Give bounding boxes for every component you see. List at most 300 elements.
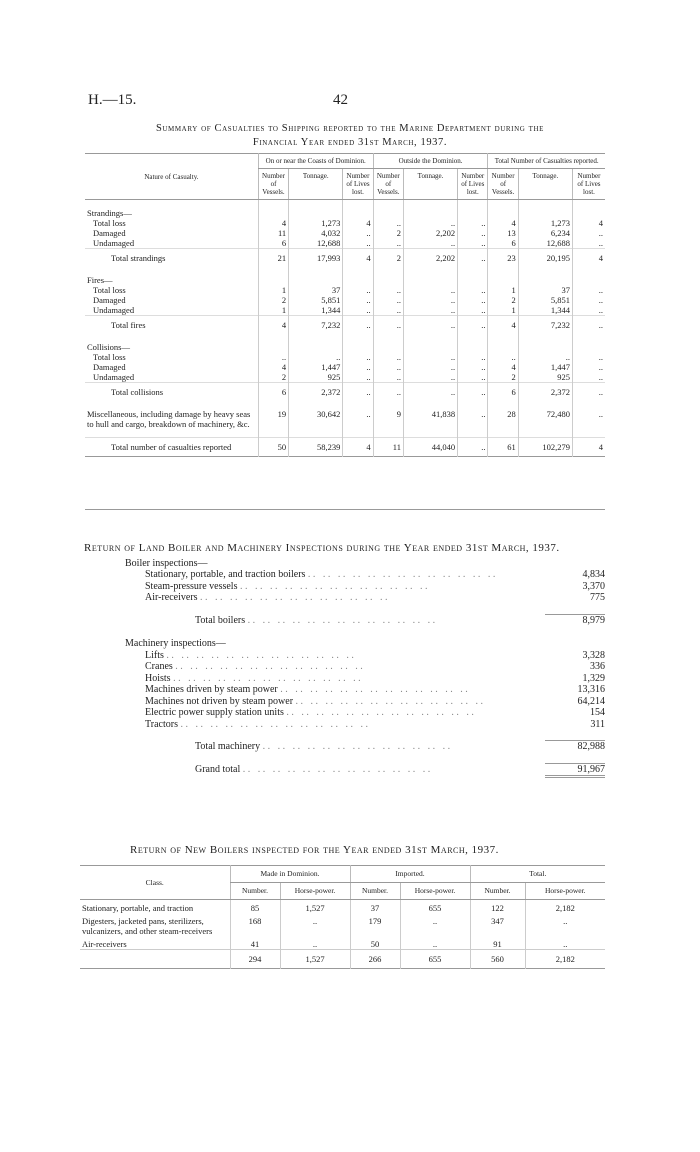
list-item (85, 707, 605, 719)
table-cell: 122 (470, 900, 525, 914)
table-cell: .. (403, 316, 457, 335)
item-label: Air-receivers . . (145, 592, 545, 604)
table-row (85, 295, 605, 305)
item-value: 154 (590, 707, 605, 718)
row-label: Total fires (85, 316, 258, 335)
spacer-cell (289, 334, 343, 342)
table-cell: 2,182 (525, 950, 605, 969)
spacer-cell (289, 200, 343, 209)
spacer-cell (373, 429, 403, 438)
grand-total-row (85, 438, 605, 457)
item-value: 64,214 (577, 695, 605, 707)
land-title: Return of Land Boiler and Machinery Inspections during the Year ended 31st March, 1937. (84, 542, 560, 554)
new-boilers-title: Return of New Boilers inspected for the Year ended 31st March, 1937. (130, 844, 499, 856)
table-cell: 4 (343, 218, 373, 228)
table-cell: .. (572, 409, 605, 429)
table-cell: 7,232 (518, 316, 572, 335)
spacer-cell (403, 401, 457, 409)
table-cell: 4 (343, 438, 373, 457)
table-cell: 102,279 (518, 438, 572, 457)
group-header: Made in Dominion. (230, 866, 350, 883)
table-row (85, 285, 605, 295)
table-cell: 58,239 (289, 438, 343, 457)
table-cell: .. (373, 372, 403, 383)
table-cell (518, 208, 572, 218)
table-cell: .. (458, 372, 488, 383)
table-cell: .. (458, 285, 488, 295)
table-row (85, 362, 605, 372)
table-cell (403, 342, 457, 352)
table-cell: .. (403, 383, 457, 402)
spacer-cell (458, 429, 488, 438)
item-value: 775 (590, 592, 605, 603)
spacer-cell (85, 267, 258, 275)
table-cell: .. (403, 372, 457, 383)
row-label: Air-receivers (82, 939, 127, 949)
spacer-cell (85, 401, 258, 409)
list-item (85, 592, 605, 604)
table-cell: .. (572, 362, 605, 372)
group-header: Total Number of Casualties reported. (488, 154, 605, 169)
row-label: Total loss (93, 352, 126, 362)
table-cell: .. (458, 316, 488, 335)
table-cell: .. (525, 936, 605, 950)
list-item (85, 673, 605, 685)
table-cell: .. (403, 362, 457, 372)
item-value: 4,834 (582, 569, 605, 580)
table-cell: .. (400, 913, 470, 936)
table-cell: .. (343, 383, 373, 402)
spacer-cell (518, 401, 572, 409)
table-cell: .. (403, 218, 457, 228)
sub-header: Number of Vessels. (488, 169, 518, 200)
table-cell (289, 342, 343, 352)
summary-title-line1: Summary of Casualties to Shipping reported to the Marine Department during the (155, 123, 545, 134)
row-label: Total loss (93, 218, 126, 228)
table-cell: 50 (350, 936, 400, 950)
spacer-row (85, 429, 605, 438)
row-label: Total strandings (85, 249, 258, 268)
table-cell: 2 (488, 295, 518, 305)
table-cell: 4 (572, 438, 605, 457)
list-item (85, 581, 605, 593)
table-cell (373, 342, 403, 352)
table-cell: .. (258, 352, 288, 362)
spacer-cell (343, 267, 373, 275)
row-label: Undamaged (93, 305, 135, 315)
table-cell: 28 (488, 409, 518, 429)
sub-header: Number of Lives lost. (572, 169, 605, 200)
table-cell: 37 (289, 285, 343, 295)
table-cell: 294 (230, 950, 280, 969)
row-label: Undamaged (93, 372, 135, 382)
table-cell: 44,040 (403, 438, 457, 457)
spacer-cell (572, 429, 605, 438)
table-cell: 5,851 (289, 295, 343, 305)
table-cell: 1,447 (289, 362, 343, 372)
table-cell: 2,372 (289, 383, 343, 402)
spacer-row (85, 334, 605, 342)
table-cell: .. (373, 316, 403, 335)
item-label: Electric power supply station units . . (145, 707, 545, 719)
spacer-cell (488, 200, 518, 209)
spacer-cell (258, 267, 288, 275)
total-machinery-value: 82,988 (545, 740, 605, 753)
table-cell: .. (373, 362, 403, 372)
table-cell (458, 275, 488, 285)
sub-header: Number. (470, 883, 525, 900)
table-cell: 560 (470, 950, 525, 969)
table-cell: 9 (373, 409, 403, 429)
table-cell: 21 (258, 249, 288, 268)
spacer-cell (373, 334, 403, 342)
machinery-heading: Machinery inspections— (125, 638, 226, 649)
table-cell: 1,273 (289, 218, 343, 228)
table-cell: .. (343, 305, 373, 316)
group-header: Imported. (350, 866, 470, 883)
item-value: 336 (590, 661, 605, 672)
row-label: Damaged (93, 362, 126, 372)
table-row (80, 900, 605, 914)
sub-header: Horse-power. (525, 883, 605, 900)
table-cell: 23 (488, 249, 518, 268)
total-boilers-value: 8,979 (545, 614, 605, 627)
table-cell: .. (403, 352, 457, 362)
spacer-cell (289, 267, 343, 275)
section-heading: Collisions— (87, 342, 130, 352)
item-value: 1,329 (582, 672, 605, 684)
spacer-cell (85, 200, 258, 209)
document-code: H.—15. (88, 92, 137, 108)
table-cell (458, 342, 488, 352)
item-label: Machines not driven by steam power . . (145, 696, 545, 708)
spacer-cell (258, 429, 288, 438)
table-cell (258, 342, 288, 352)
sub-header: Number of Lives lost. (343, 169, 373, 200)
sub-header: Horse-power. (400, 883, 470, 900)
table-cell: 1 (488, 285, 518, 295)
table-cell: .. (572, 316, 605, 335)
table-cell (258, 208, 288, 218)
table-cell: 2,372 (518, 383, 572, 402)
spacer-cell (458, 334, 488, 342)
table-cell: .. (488, 352, 518, 362)
table-cell: 347 (470, 913, 525, 936)
spacer-row (85, 401, 605, 409)
table-cell: 1 (488, 305, 518, 316)
table-row (85, 383, 605, 402)
table-row (85, 305, 605, 316)
table-cell: 72,480 (518, 409, 572, 429)
spacer-cell (258, 334, 288, 342)
section-heading: Strandings— (87, 208, 132, 218)
spacer-cell (343, 334, 373, 342)
spacer-cell (488, 429, 518, 438)
table-cell: .. (343, 362, 373, 372)
table-cell: .. (458, 352, 488, 362)
table-cell: 30,642 (289, 409, 343, 429)
table-cell: 1,344 (289, 305, 343, 316)
table-cell (518, 275, 572, 285)
table-cell: .. (458, 238, 488, 249)
table-cell (343, 208, 373, 218)
table-cell: .. (403, 295, 457, 305)
table-cell: 17,993 (289, 249, 343, 268)
grand-total-row (85, 763, 605, 779)
table-cell: .. (280, 936, 350, 950)
table-cell: 4,032 (289, 228, 343, 238)
spacer-cell (85, 334, 258, 342)
group-header: Outside the Dominion. (373, 154, 488, 169)
total-boilers-row (85, 614, 605, 627)
table-cell: 2 (258, 372, 288, 383)
table-cell: 1,527 (280, 950, 350, 969)
spacer-cell (572, 200, 605, 209)
spacer-cell (458, 200, 488, 209)
table-cell: 2 (373, 228, 403, 238)
spacer-cell (403, 267, 457, 275)
table-cell: .. (373, 305, 403, 316)
table-cell: .. (289, 352, 343, 362)
item-label: Machines driven by steam power . . (145, 684, 545, 696)
table-cell: .. (343, 372, 373, 383)
table-cell: .. (518, 352, 572, 362)
total-machinery-row (85, 740, 605, 753)
sub-header: Number of Lives lost. (458, 169, 488, 200)
table-cell: 2,182 (525, 900, 605, 914)
table-cell (518, 342, 572, 352)
misc-row (85, 409, 605, 429)
class-header: Class. (80, 866, 230, 900)
table-cell: .. (458, 362, 488, 372)
table-cell: 655 (400, 950, 470, 969)
spacer-cell (403, 200, 457, 209)
spacer-cell (458, 401, 488, 409)
total-row (80, 950, 605, 969)
item-label: Steam-pressure vessels . . (145, 581, 545, 593)
table-cell: .. (373, 352, 403, 362)
sub-header: Tonnage. (403, 169, 457, 200)
table-cell: .. (458, 295, 488, 305)
table-cell: 1,273 (518, 218, 572, 228)
table-cell: 13 (488, 228, 518, 238)
table-cell: 91 (470, 936, 525, 950)
row-label: Total loss (93, 285, 126, 295)
table-cell: .. (458, 228, 488, 238)
table-cell: 37 (350, 900, 400, 914)
table-row (85, 249, 605, 268)
table-cell: 168 (230, 913, 280, 936)
table-cell: .. (572, 295, 605, 305)
section-divider (85, 509, 605, 510)
spacer-cell (258, 401, 288, 409)
spacer-row (85, 200, 605, 209)
row-label: Digesters, jacketed pans, sterilizers, vulcanizers, and other steam-receivers (82, 916, 213, 936)
row-label (80, 950, 230, 969)
table-cell: 6 (488, 238, 518, 249)
table-cell (572, 275, 605, 285)
table-cell: .. (343, 409, 373, 429)
table-cell (572, 208, 605, 218)
table-row (85, 238, 605, 249)
table-cell: 179 (350, 913, 400, 936)
section-heading-row (85, 208, 605, 218)
table-cell: .. (343, 295, 373, 305)
sub-header: Tonnage. (518, 169, 572, 200)
table-cell: .. (403, 285, 457, 295)
sub-header: Number of Vessels. (258, 169, 288, 200)
table-cell: 4 (258, 362, 288, 372)
table-cell: 12,688 (518, 238, 572, 249)
row-label: Miscellaneous, including damage by heavy seas to hull and cargo, breakdown of machinery, &c. (87, 409, 251, 429)
table-cell: .. (373, 218, 403, 228)
sub-header: Number of Vessels. (373, 169, 403, 200)
item-value: 3,370 (582, 580, 605, 592)
list-item (85, 569, 605, 581)
table-cell (373, 208, 403, 218)
table-cell: 1,527 (280, 900, 350, 914)
table-cell: .. (572, 383, 605, 402)
table-cell: 61 (488, 438, 518, 457)
table-cell: .. (343, 316, 373, 335)
row-label: Damaged (93, 295, 126, 305)
table-cell: 50 (258, 438, 288, 457)
table-cell: 7,232 (289, 316, 343, 335)
table-cell: .. (373, 383, 403, 402)
row-label: Damaged (93, 228, 126, 238)
spacer-cell (572, 401, 605, 409)
item-label: Stationary, portable, and traction boilers . . (145, 569, 545, 581)
table-cell: .. (403, 238, 457, 249)
table-cell: .. (525, 913, 605, 936)
table-cell: 925 (518, 372, 572, 383)
total-machinery-label: Total machinery . . (195, 741, 545, 753)
spacer-cell (403, 334, 457, 342)
table-cell: .. (458, 249, 488, 268)
table-cell: .. (343, 285, 373, 295)
spacer-cell (458, 267, 488, 275)
table-cell: .. (373, 238, 403, 249)
table-cell: .. (343, 238, 373, 249)
table-cell: .. (458, 438, 488, 457)
item-value: 13,316 (577, 684, 605, 695)
item-label: Lifts . . (145, 650, 545, 662)
nature-header: Nature of Casualty. (85, 154, 258, 200)
row-label: Undamaged (93, 238, 135, 248)
spacer-cell (403, 429, 457, 438)
table-cell: 11 (373, 438, 403, 457)
table-cell: 85 (230, 900, 280, 914)
table-cell: .. (572, 228, 605, 238)
table-cell: 1 (258, 285, 288, 295)
grand-total-label: Grand total . . (195, 764, 545, 776)
table-cell (488, 342, 518, 352)
table-cell (343, 275, 373, 285)
table-row (85, 372, 605, 383)
new-boilers-table (80, 865, 605, 969)
spacer-cell (85, 429, 258, 438)
sub-header: Number. (350, 883, 400, 900)
table-cell: .. (572, 238, 605, 249)
spacer-cell (289, 429, 343, 438)
table-cell: .. (458, 383, 488, 402)
spacer-cell (518, 267, 572, 275)
table-cell: .. (458, 218, 488, 228)
spacer-cell (343, 429, 373, 438)
table-cell: 4 (488, 316, 518, 335)
table-cell (343, 342, 373, 352)
list-item (85, 719, 605, 731)
group-header: Total. (470, 866, 605, 883)
spacer-cell (373, 267, 403, 275)
table-row (80, 913, 605, 936)
spacer-cell (518, 429, 572, 438)
total-boilers-label: Total boilers . . (195, 615, 545, 627)
spacer-cell (289, 401, 343, 409)
table-cell (572, 342, 605, 352)
table-cell: .. (572, 352, 605, 362)
land-inspections (85, 543, 605, 778)
table-cell: .. (572, 305, 605, 316)
table-cell: .. (343, 228, 373, 238)
table-row (85, 228, 605, 238)
table-cell: 655 (400, 900, 470, 914)
summary-title-line2: Financial Year ended 31st March, 1937. (252, 137, 448, 148)
item-label: Hoists . . (145, 673, 545, 685)
sub-header: Tonnage. (289, 169, 343, 200)
item-label: Cranes . . (145, 661, 545, 673)
table-cell: 4 (343, 249, 373, 268)
table-cell: 4 (572, 249, 605, 268)
spacer-cell (258, 200, 288, 209)
table-cell: 4 (572, 218, 605, 228)
table-cell: 6,234 (518, 228, 572, 238)
table-cell: 4 (488, 218, 518, 228)
row-label: Stationary, portable, and traction (82, 903, 194, 913)
table-cell (488, 208, 518, 218)
table-cell: 6 (488, 383, 518, 402)
spacer-row (85, 267, 605, 275)
page-number: 42 (333, 92, 348, 108)
table-cell: .. (458, 305, 488, 316)
spacer-cell (343, 401, 373, 409)
table-cell: .. (403, 305, 457, 316)
table-row (85, 316, 605, 335)
spacer-cell (343, 200, 373, 209)
table-cell: 37 (518, 285, 572, 295)
table-cell: .. (343, 352, 373, 362)
table-cell: .. (373, 295, 403, 305)
table-cell: .. (458, 409, 488, 429)
casualties-table (85, 153, 605, 457)
spacer-cell (518, 200, 572, 209)
table-cell (488, 275, 518, 285)
spacer-cell (572, 267, 605, 275)
table-cell: 20,195 (518, 249, 572, 268)
list-item (85, 696, 605, 708)
table-cell: .. (572, 285, 605, 295)
grand-total-value: 91,967 (545, 763, 605, 779)
table-cell (289, 275, 343, 285)
table-cell (458, 208, 488, 218)
spacer-cell (488, 334, 518, 342)
table-cell: 1,447 (518, 362, 572, 372)
table-cell: 41 (230, 936, 280, 950)
sub-header: Number. (230, 883, 280, 900)
boiler-heading: Boiler inspections— (125, 557, 208, 569)
table-cell: .. (280, 913, 350, 936)
section-heading-row (85, 342, 605, 352)
